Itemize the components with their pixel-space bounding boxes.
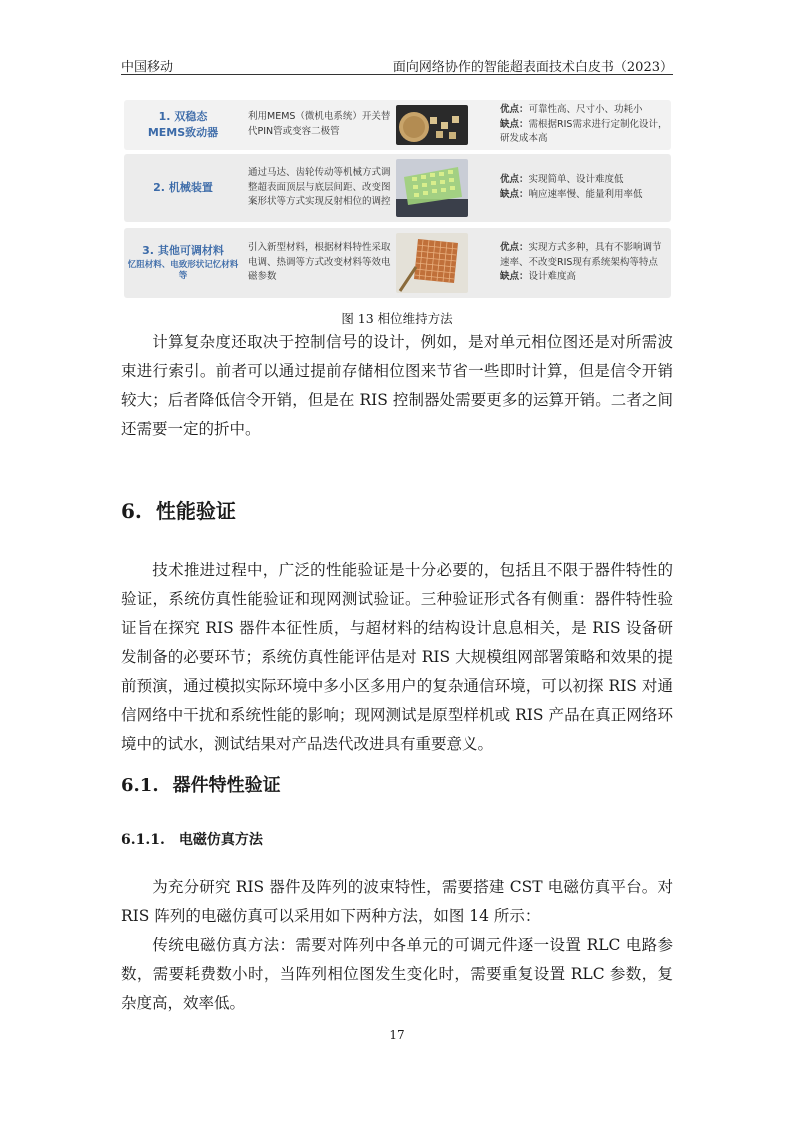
header-org: 中国移动 — [121, 60, 174, 75]
section-heading-6-1: 6.1. 器件特性验证 — [121, 775, 281, 796]
section-heading-6: 6. 性能验证 — [121, 499, 236, 523]
paragraph-validation: 技术推进过程中，广泛的性能验证是十分必要的，包括且不限于器件特性的验证，系统仿真性能验证和现网测试验证。三种验证形式各有侧重：器件特性验证旨在探究 RIS 器件本征性质，与超材料的结构设计息息相关，是 RIS 设备研发制备的必要环节；系统仿真性能评估是对 RIS 大规模组网部署策略和效果的提前预演，通过模拟实际环境中多小区多用户的复杂通信环境，可以初探 RIS 对通信网络中干扰和系统性能的影响；现网测试是原型样机或 RIS 产品在真正网络环境中的试水，测试结果对产品迭代改进具有重要意义。 — [121, 561, 673, 753]
section-heading-6-1-1: 6.1.1. 电磁仿真方法 — [121, 832, 263, 848]
paragraph-complexity: 计算复杂度还取决于控制信号的设计，例如，是对单元相位图还是对所需波束进行索引。前者可以通过提前存储相位图来节省一些即时计算，但是信令开销较大；后者降低信令开销，但是在 RIS 控制器处需要更多的运算开销。二者之间还需要一定的折中。 — [121, 333, 673, 438]
mems-chip-image — [396, 105, 468, 145]
header-divider — [121, 74, 673, 75]
page-number: 17 — [389, 1028, 405, 1042]
paragraph-em-simulation: 为充分研究 RIS 器件及阵列的波束特性，需要搭建 CST 电磁仿真平台。对 RIS 阵列的电磁仿真可以采用如下两种方法，如图 14 所示： — [121, 878, 673, 925]
figure-row-title: 2. 机械装置 — [153, 180, 213, 194]
mechanical-metasurface-image — [396, 159, 468, 217]
figure-caption: 图 13 相位维持方法 — [341, 311, 453, 326]
figure-row-title: 1. 双稳态 MEMS致动器 — [147, 109, 219, 139]
figure-row-pros-cons: 优点：实现方式多种，具有不影响调节速率、不改变RIS现有系统架构等特点 缺点：设计难度高 — [500, 241, 662, 283]
figure-row-description: 利用MEMS（微机电系统）开关替代PIN管或变容二极管 — [248, 111, 391, 137]
phase-hold-methods-figure — [124, 100, 671, 298]
figure-row-pros-cons: 优点：可靠性高、尺寸小、功耗小 缺点：需根据RIS需求进行定制化设计，研发成本高 — [500, 103, 668, 145]
figure-row-other-materials — [124, 228, 671, 298]
figure-row-title: 3. 其他可调材料 忆阻材料、电致形状记忆材料等 — [127, 244, 239, 282]
figure-row-description: 引入新型材料，根据材料特性采取电调、热调等方式改变材料等效电磁参数 — [248, 241, 391, 283]
paragraph-traditional-method: 传统电磁仿真方法：需要对阵列中各单元的可调元件逐一设置 RLC 电路参数，需要耗费数小时，当阵列相位图发生变化时，需要重复设置 RLC 参数，复杂度高，效率低。 — [121, 936, 673, 1012]
figure-row-mems — [124, 100, 671, 150]
tunable-material-array-image — [396, 233, 468, 293]
header-doc-title: 面向网络协作的智能超表面技术白皮书（2023） — [392, 60, 673, 75]
figure-row-description: 通过马达、齿轮传动等机械方式调整超表面顶层与底层间距、改变图案形状等方式实现反射相位的调控 — [248, 166, 391, 208]
figure-row-pros-cons: 优点：实现简单、设计难度低 缺点：响应速率慢、能量利用率低 — [500, 174, 643, 200]
figure-row-mechanical — [124, 154, 671, 222]
